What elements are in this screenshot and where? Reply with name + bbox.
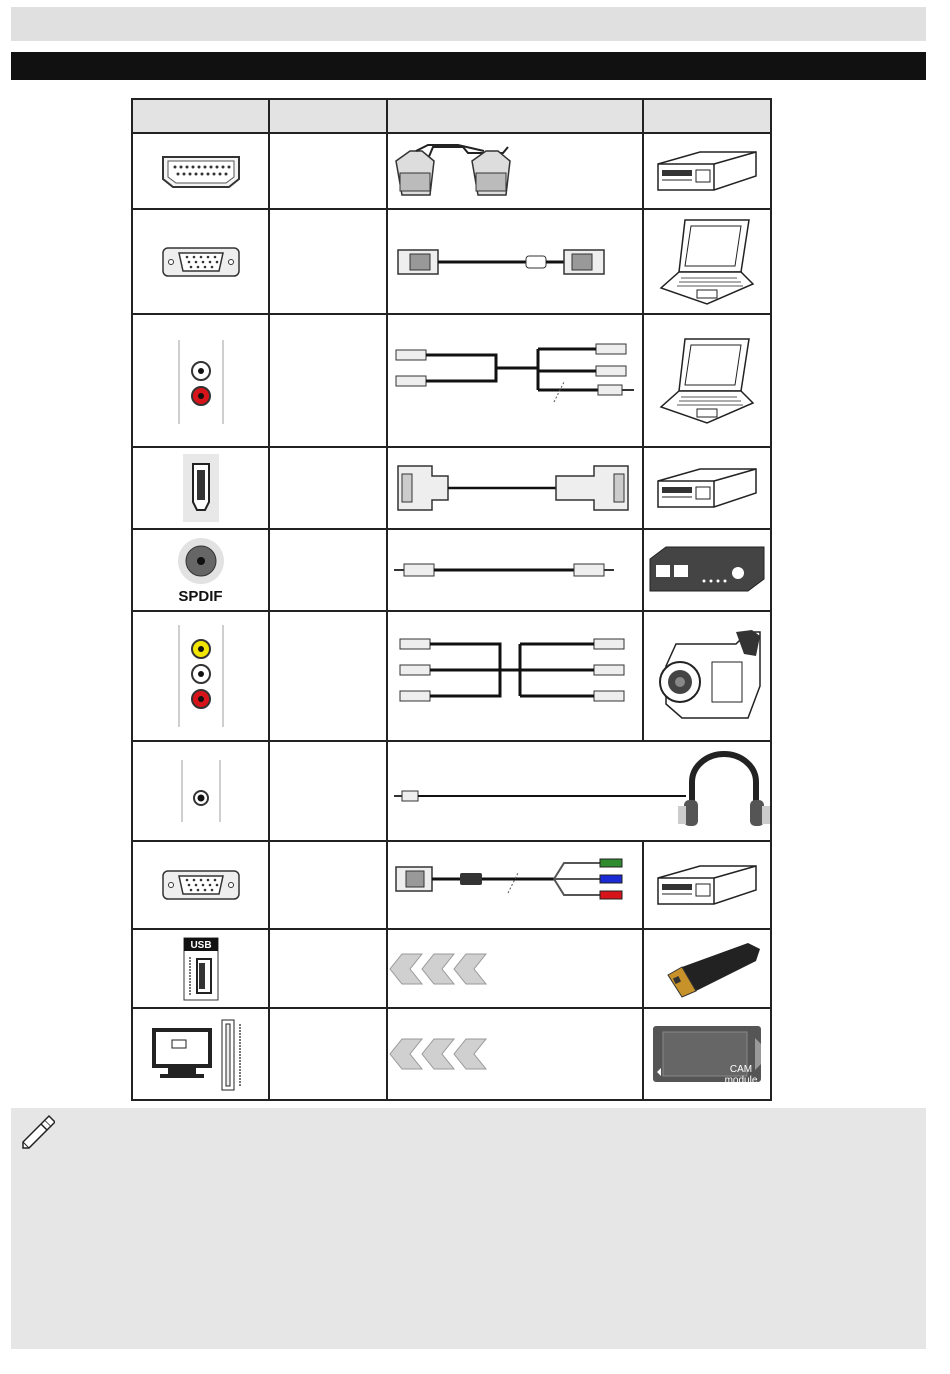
- type-cell: [269, 447, 387, 529]
- usb-label: USB: [189, 939, 212, 951]
- av-rca-port-icon: [132, 611, 269, 741]
- ypbpr-cable-icon: [387, 841, 643, 929]
- table-row: [132, 611, 771, 741]
- table-row: [132, 841, 771, 929]
- dvd-player-icon: [643, 447, 771, 529]
- header-cables: [387, 99, 643, 133]
- usb-port-icon: [132, 929, 269, 1008]
- table-row: [132, 209, 771, 314]
- usb-stick-icon: [643, 929, 771, 1008]
- hdmi-port-icon: [132, 447, 269, 529]
- section-title-bar: [11, 52, 926, 80]
- note-box: [11, 1108, 926, 1349]
- type-cell: [269, 314, 387, 447]
- headphone-cable-icon: [387, 741, 771, 841]
- audio-y-cable-icon: [387, 314, 643, 447]
- laptop-icon: [643, 209, 771, 314]
- type-cell: [269, 133, 387, 209]
- ci-slot-icon: [132, 1008, 269, 1100]
- table-row: [132, 741, 771, 841]
- connections-table: [131, 98, 772, 1101]
- dvd-player-icon: [643, 133, 771, 209]
- header-connector: [132, 99, 269, 133]
- table-row: [132, 529, 771, 611]
- insert-arrows-icon: [387, 929, 643, 1008]
- table-row: [132, 314, 771, 447]
- audio-rca-port-icon: [132, 314, 269, 447]
- spdif-label: SPDIF: [178, 587, 223, 605]
- hdmi-cable-icon: [387, 447, 643, 529]
- spdif-port-icon: [132, 529, 269, 611]
- vga-cable-icon: [387, 209, 643, 314]
- vga-port-icon: [132, 841, 269, 929]
- cam-module-icon: [643, 1008, 771, 1100]
- type-cell: [269, 1008, 387, 1100]
- note-pencil-icon: [19, 1114, 55, 1150]
- scart-cable-icon: [387, 133, 643, 209]
- type-cell: [269, 529, 387, 611]
- scart-port-icon: [132, 133, 269, 209]
- coaxial-cable-icon: [387, 529, 643, 611]
- table-row: [132, 447, 771, 529]
- av-rca-cable-icon: [387, 611, 643, 741]
- table-row: [132, 133, 771, 209]
- dvd-player-icon: [643, 841, 771, 929]
- table-row: [132, 929, 771, 1008]
- vga-port-icon: [132, 209, 269, 314]
- header-type: [269, 99, 387, 133]
- amplifier-icon: [643, 529, 771, 611]
- type-cell: [269, 209, 387, 314]
- cam-module-label: CAM module: [724, 1064, 758, 1086]
- headphones-icon: [678, 754, 770, 826]
- headphone-jack-icon: [132, 741, 269, 841]
- header-device: [643, 99, 771, 133]
- table-row: [132, 1008, 771, 1100]
- type-cell: [269, 611, 387, 741]
- top-banner: [11, 7, 926, 41]
- type-cell: [269, 841, 387, 929]
- camcorder-icon: [643, 611, 771, 741]
- table-header-row: [132, 99, 771, 133]
- type-cell: [269, 741, 387, 841]
- insert-arrows-icon: [387, 1008, 643, 1100]
- laptop-icon: [643, 314, 771, 447]
- type-cell: [269, 929, 387, 1008]
